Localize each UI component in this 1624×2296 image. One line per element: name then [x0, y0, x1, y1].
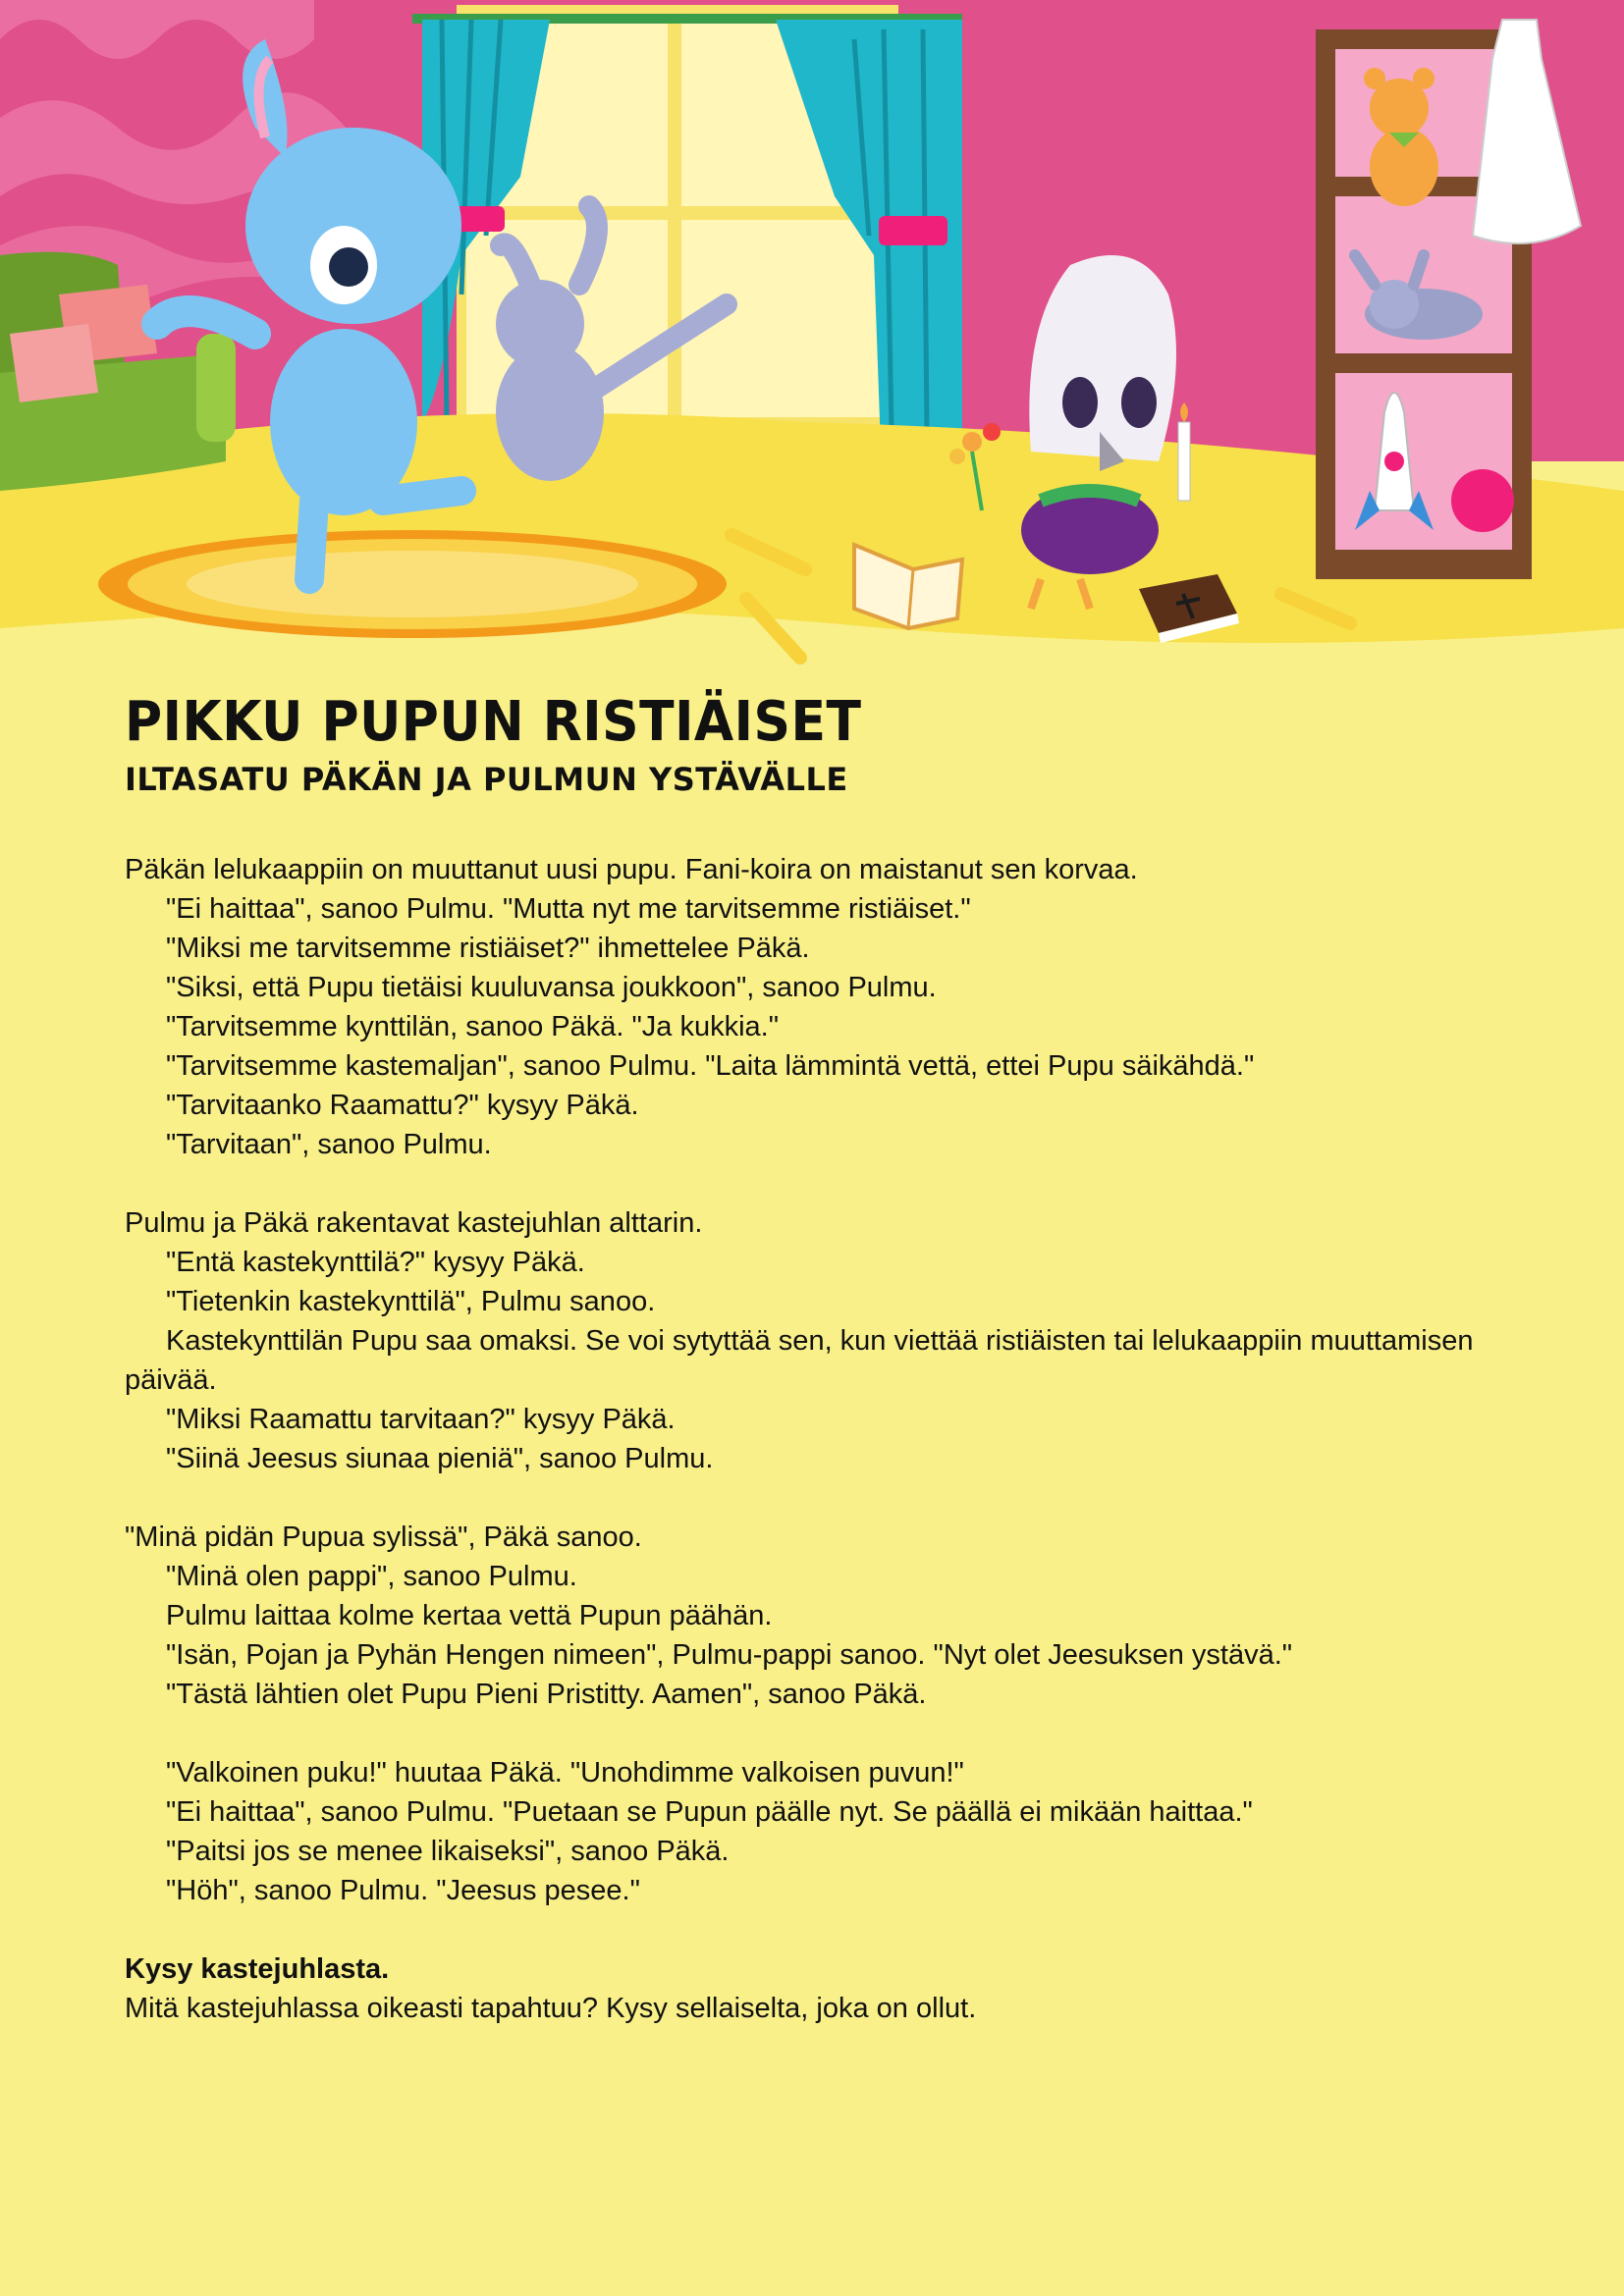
story-paragraph-1: [125, 850, 1519, 1164]
story-line: "Miksi Raamattu tarvitaan?" kysyy Päkä.: [166, 1404, 676, 1435]
page-subtitle: ILTASATU PÄKÄN JA PULMUN YSTÄVÄLLE: [125, 761, 848, 798]
story-line: "Ei haittaa", sanoo Pulmu. "Mutta nyt me tarvitsemme ristiäiset.": [166, 893, 971, 925]
story-line: "Isän, Pojan ja Pyhän Hengen nimeen", Pulmu-pappi sanoo. "Nyt olet Jeesuksen ystävä.": [166, 1639, 1293, 1671]
story-line: "Tarvitsemme kastemaljan", sanoo Pulmu. "Laita lämmintä vettä, ettei Pupu säikähdä.": [166, 1050, 1255, 1082]
story-line: "Tietenkin kastekynttilä", Pulmu sanoo.: [166, 1286, 656, 1317]
story-line: "Tarvitaan", sanoo Pulmu.: [166, 1129, 492, 1160]
story-content: [125, 687, 1519, 2067]
pink-ball-icon: [1451, 469, 1514, 532]
question-section: [125, 1949, 1519, 2028]
story-line: Kastekynttilän Pupu saa omaksi. Se voi sytyttää sen, kun viettää ristiäisten tai lelukaappiin muuttamisen päivää.: [125, 1325, 1474, 1396]
story-paragraph-3: [125, 1518, 1519, 1714]
story-paragraph-4: [125, 1753, 1519, 1910]
story-line: "Tarvitsemme kynttilän, sanoo Päkä. "Ja kukkia.": [166, 1011, 780, 1042]
story-line: "Ei haittaa", sanoo Pulmu. "Puetaan se Pupun päälle nyt. Se päällä ei mikään haittaa.": [166, 1796, 1253, 1828]
illustration: [0, 0, 1624, 667]
story-body: [125, 850, 1519, 2028]
story-line: Pulmu laittaa kolme kertaa vettä Pupun päähän.: [166, 1600, 773, 1631]
story-paragraph-2: [125, 1203, 1519, 1478]
story-line: "Paitsi jos se menee likaiseksi", sanoo Päkä.: [166, 1836, 730, 1867]
story-line: "Tästä lähtien olet Pupu Pieni Pristitty. Aamen", sanoo Päkä.: [166, 1679, 927, 1710]
question-heading: Kysy kastejuhlasta.: [125, 1953, 390, 1985]
story-line: "Siksi, että Pupu tietäisi kuuluvansa joukkoon", sanoo Pulmu.: [166, 972, 937, 1003]
question-text: Mitä kastejuhlassa oikeasti tapahtuu? Kysy sellaiselta, joka on ollut.: [125, 1993, 977, 2024]
story-line: "Höh", sanoo Pulmu. "Jeesus pesee.": [166, 1875, 640, 1906]
story-line: Pulmu ja Päkä rakentavat kastejuhlan alttarin.: [125, 1207, 703, 1239]
story-line: "Miksi me tarvitsemme ristiäiset?" ihmettelee Päkä.: [166, 933, 810, 964]
story-line: "Minä pidän Pupua sylissä", Päkä sanoo.: [125, 1522, 642, 1553]
story-line: "Valkoinen puku!" huutaa Päkä. "Unohdimme valkoisen puvun!": [166, 1757, 964, 1789]
story-line: Päkän lelukaappiin on muuttanut uusi pupu. Fani-koira on maistanut sen korvaa.: [125, 854, 1138, 885]
story-line: "Entä kastekynttilä?" kysyy Päkä.: [166, 1247, 585, 1278]
rug-icon: [98, 530, 727, 638]
story-line: "Minä olen pappi", sanoo Pulmu.: [166, 1561, 577, 1592]
page-title: PIKKU PUPUN RISTIÄISET: [125, 690, 862, 755]
story-line: "Tarvitaanko Raamattu?" kysyy Päkä.: [166, 1090, 639, 1121]
story-line: "Siinä Jeesus siunaa pieniä", sanoo Pulmu.: [166, 1443, 714, 1474]
